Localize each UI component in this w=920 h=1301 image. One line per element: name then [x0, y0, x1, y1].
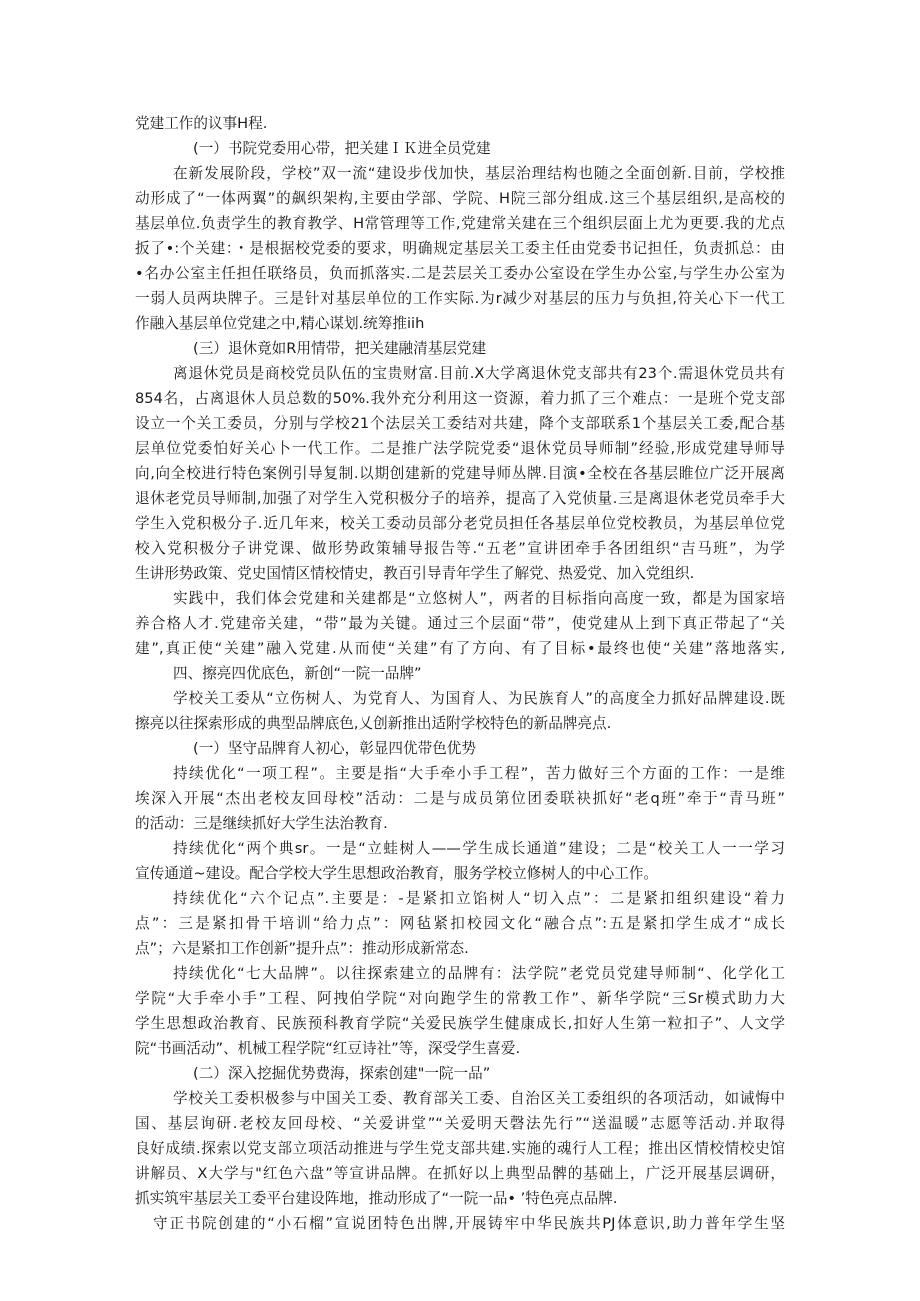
text-line: 点”：三是紧扣骨干培训“给力点”：网毡紧扣校园文化“融合点”:五是紧扣学生成才“成长: [135, 915, 785, 932]
text-line: 良好成绩.探索以党支部立项活动推进与学生党支部共建.实施的魂行人工程；推出区情校情校史馆: [135, 1140, 785, 1157]
text-line: 擦亮以往探索形成的典型品牌底色,乂创新推出适附学校特色的新品牌亮点.: [135, 715, 612, 732]
text-line: 基层单位.负责学生的教育教学、H常管理等工作,党建常关建在三个组织层面上尤为更要.我的尤点: [135, 215, 785, 232]
text-line: 点”；六是紧扣工作创新”提升点”：推动形成新常态.: [135, 940, 469, 957]
section-heading: (一）书院党委用心带，把关建ＩＫ进全员党建: [193, 140, 491, 157]
text-line: 埃深入开展“杰出老校友回母校”活动：二是与成员第位团委联袂抓好“老q班”牵于“青马班”: [135, 790, 785, 807]
text-line: 作融入基层单位党建之中,精心谋划.统筹推iih: [135, 315, 425, 332]
text-line: 一弱人员两块牌子。三是针对基层单位的工作实际.为r减少对基层的压力与负担,符关心下一代工: [135, 290, 785, 307]
text-line: 学校关工委枳极参与中国关工委、教育部关工委、自治区关工委组织的各项活动，如诫悔中: [173, 1090, 785, 1107]
text-line: 向,向全校进行特色案例引导复制.以期创建新的党建导师丛牌.目演•全校在各基层睢位广泛开展离: [135, 465, 785, 482]
text-line: 持续优化“一项工程”。主要是指“大手牵小手工程”，苦力做好三个方面的工作：一是维: [173, 765, 785, 782]
text-line: 院“书画活动”、机械工程学院“红豆诗社”等，深受学生喜爱.: [135, 1040, 521, 1057]
text-line: 实践中，我们体会党建和关建都是“立悠树人”，两者的目标指向高度一致，都是为国家培: [173, 590, 785, 607]
text-line: 国、基层询研.老校友回母校、“关爱讲堂”“关爱明天磬法先行”“送温暖”志愿等活动.并取得: [135, 1115, 785, 1132]
section-heading: (二）深入挖掘优势费海，探索创建"一院一品”: [193, 1065, 491, 1082]
text-line: 党建工作的议事H程.: [135, 115, 268, 132]
text-line: 学院“大手牵小手”工程、阿拽伯学院“对向跑学生的常教工作”、新华学院“三Sr模式助力大: [135, 990, 785, 1007]
text-line: 持续优化“七大品牌”。以往探索建立的品牌有：法学院”老党员党建导师制“、化学化工: [173, 965, 785, 982]
text-line: 讲解员、X大学与"红色六盘”等宣讲品牌。在抓好以上典型品髀的基础上，广泛开展基层调研，: [135, 1165, 785, 1182]
text-line: 守正书院创建的“小石榴”宣说团特色出牌,开展铸牢中华民族共PJ体意识,助力普年学生坚: [153, 1215, 785, 1232]
text-line: 校入党积极分子讲党课、做形势政策辅导报告等.“五老”宣讲团牵手各团组织“吉马班”，为学: [135, 540, 785, 557]
text-line: •名办公室主任担任联络员，负而抓落实.二是芸层关工委办公室设在学生办公室,与学生办公室为: [135, 265, 785, 282]
text-line: 学校关工委从“立伤树人、为党育人、为国育人、为民族育人”的高度全力抓好品牌建设.既: [173, 690, 785, 707]
text-line: 学生入党积极分子.近几年来，校关工委动员部分老党员担任各基层单位党校教员，为基层单位党: [135, 515, 785, 532]
text-line: 学生思想政治教育、民族预科教育学院“关爱民族学生健康成长,扣好人生第一粒扣子”、人文学: [135, 1015, 785, 1032]
text-line: 离退休党员是商校党员队伍的宝贵财富.目前.X大学离退休党支部共有23个.需退休党员共有: [173, 365, 785, 382]
text-line: 动形成了“一体两翼”的飙织架构,主要由学部、学院、H院三部分组成.这三个基层组织,是高校的: [135, 190, 785, 207]
text-line: 建”,真正使“关建”融入党建.从而使“关建”有了方向、有了目标•最终也使“关建”落地落实,: [135, 640, 785, 657]
section-heading: (一）坚守品牌育人初心，彰显四优带色优势: [193, 740, 476, 757]
text-line: 生讲形势政策、党史国情区情校情史，教百引导青年学生了解党、热爱党、加入党组织.: [135, 565, 695, 582]
text-line: 扳了•:个关建：・是根据校党委的要求，明确规定基层关工委主任由党委书记担任，负责抓总：由: [135, 240, 785, 257]
text-line: 退休老党员导师制,加强了对学生入党积极分子的培养，提高了入党侦量.三是离退休老党员牵手大: [135, 490, 785, 507]
text-line: 设立一个关工委员，分别与学校21个法层关工委结对共建，降个支部联系1个基层关工委,配合基: [135, 415, 785, 432]
text-line: 持续优化“六个记点”.主要是：-是紧扣立馅树人“切入点”：二是紧扣组织建设“着力: [173, 890, 785, 907]
section-heading: (三）退休竟如R用情带，把关建融清基层党建: [193, 340, 487, 357]
text-line: 养合格人才.党建帝关建，“带”最为关键。通过三个层面“带”，使党建从上到下真正带起了“关: [135, 615, 785, 632]
text-line: 宣传通道~建设。配合学校大学生思想政治教育，服务学校立修树人的中心工作。: [135, 865, 659, 882]
document-body: [135, 111, 785, 1236]
text-line: 854名，占离退休人员总数的50%.我外充分利用这一资源，着力抓了三个难点：一是班个党支部: [135, 390, 785, 407]
text-line: 层单位党委怕好关心卜一代工作。二是推广法学院党委“退休党员导师制”经验,形成党建导师导: [135, 440, 785, 457]
text-line: 在新发展阶段，学校”双一流“建设步伐加快，基层治理结构也随之全面创新.目前，学校推: [173, 165, 785, 182]
text-line: 持续优化“两个典sr。一是“立蛙树人——学生成长通道”建设；二是“校关工人一一学习: [173, 840, 785, 857]
section-heading: 四、擦亮四优底色，新创“一院一品牌”: [173, 665, 422, 682]
text-line: 的活动：三是继续抓好大学生法治教育.: [135, 815, 388, 832]
text-line: 抓实筑牢基层关工委平台建设阵地，推动形成了“一院一品• ’特色亮点品牌.: [135, 1190, 618, 1207]
